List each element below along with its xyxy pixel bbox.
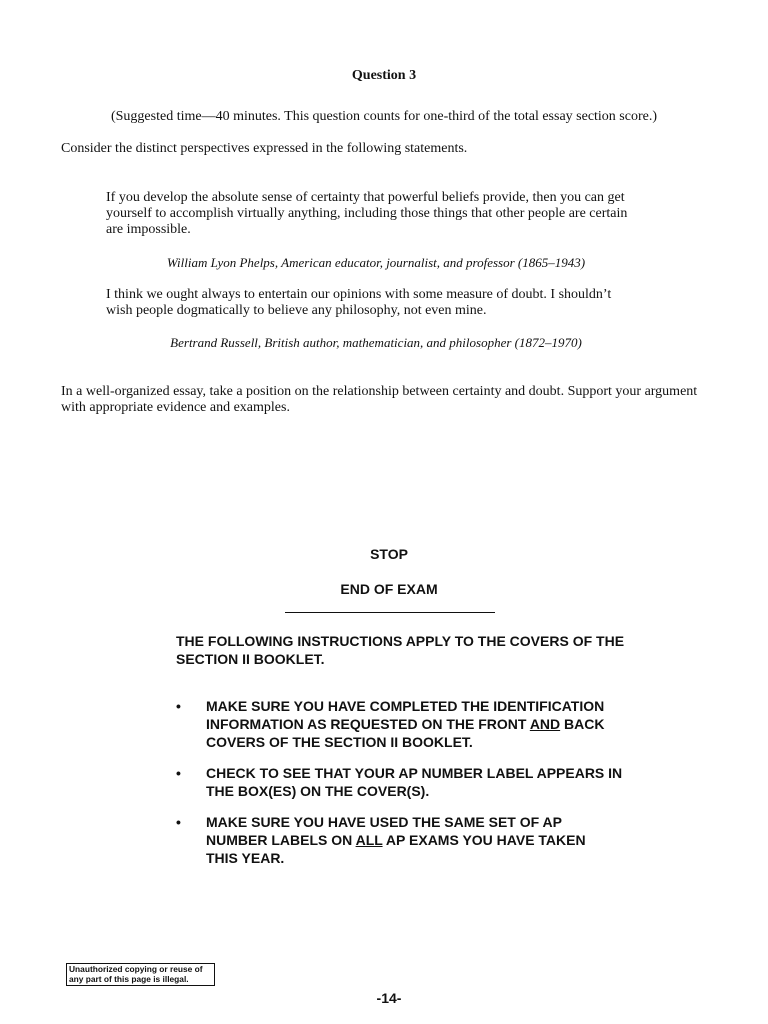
quote-attribution-phelps: William Lyon Phelps, American educator, journalist, and professor (1865–1943) bbox=[166, 255, 586, 270]
essay-prompt bbox=[61, 384, 721, 416]
instructions-bullet-list bbox=[176, 697, 656, 880]
bullet-icon: • bbox=[176, 765, 181, 781]
underlined-word: AND bbox=[529, 716, 561, 732]
bullet-line: THIS YEAR. bbox=[206, 850, 285, 866]
underlined-word: ALL bbox=[355, 832, 383, 848]
quote-phelps bbox=[106, 190, 636, 238]
instructions-line: SECTION II BOOKLET. bbox=[176, 651, 325, 667]
bullet-line: MAKE SURE YOU HAVE USED THE SAME SET OF AP bbox=[206, 814, 563, 830]
page-number: -14- bbox=[376, 990, 402, 1006]
copyright-notice-box bbox=[66, 963, 215, 986]
bullet-line: MAKE SURE YOU HAVE COMPLETED THE IDENTIFICATION bbox=[206, 698, 605, 714]
bullet-line: CHECK TO SEE THAT YOUR AP NUMBER LABEL APPEARS IN bbox=[206, 765, 623, 781]
bullet-icon: • bbox=[176, 814, 181, 830]
quote-line: I think we ought always to entertain our opinions with some measure of doubt. I shouldn’t bbox=[106, 287, 612, 302]
divider-rule bbox=[285, 612, 495, 613]
question-title: Question 3 bbox=[351, 68, 417, 83]
bullet-line: COVERS OF THE SECTION II BOOKLET. bbox=[206, 734, 473, 750]
bullet-line: INFORMATION AS REQUESTED ON THE FRONT AND BACK bbox=[206, 716, 605, 732]
prompt-line: In a well-organized essay, take a position on the relationship between certainty and doubt. Support your argument bbox=[61, 384, 698, 399]
bullet-line: NUMBER LABELS ON ALL AP EXAMS YOU HAVE TAKEN bbox=[206, 832, 586, 848]
quote-attribution-russell: Bertrand Russell, British author, mathematician, and philosopher (1872–1970) bbox=[170, 335, 582, 350]
bullet-icon: • bbox=[176, 698, 181, 714]
end-of-exam-heading: END OF EXAM bbox=[340, 581, 438, 597]
quote-line: If you develop the absolute sense of certainty that powerful beliefs provide, then you can get bbox=[106, 190, 625, 205]
quote-russell bbox=[106, 287, 636, 319]
quote-line: are impossible. bbox=[106, 222, 191, 237]
notice-line: Unauthorized copying or reuse of bbox=[69, 964, 203, 974]
bullet-item-same-labels bbox=[176, 813, 656, 867]
cover-instructions-heading bbox=[176, 632, 656, 668]
notice-line: any part of this page is illegal. bbox=[69, 974, 189, 984]
bullet-item-identification bbox=[176, 697, 656, 751]
prompt-line: with appropriate evidence and examples. bbox=[61, 400, 290, 415]
bullet-line: THE BOX(ES) ON THE COVER(S). bbox=[206, 783, 430, 799]
intro-text: Consider the distinct perspectives expressed in the following statements. bbox=[61, 141, 468, 156]
suggested-time-note: (Suggested time—40 minutes. This question counts for one-third of the total essay section score.) bbox=[110, 109, 658, 124]
quote-line: wish people dogmatically to believe any philosophy, not even mine. bbox=[106, 303, 487, 318]
quote-line: yourself to accomplish virtually anything, including those things that other people are certain bbox=[106, 206, 628, 221]
bullet-item-label-check bbox=[176, 764, 656, 800]
stop-heading: STOP bbox=[370, 546, 408, 562]
instructions-line: THE FOLLOWING INSTRUCTIONS APPLY TO THE COVERS OF THE bbox=[176, 633, 625, 649]
